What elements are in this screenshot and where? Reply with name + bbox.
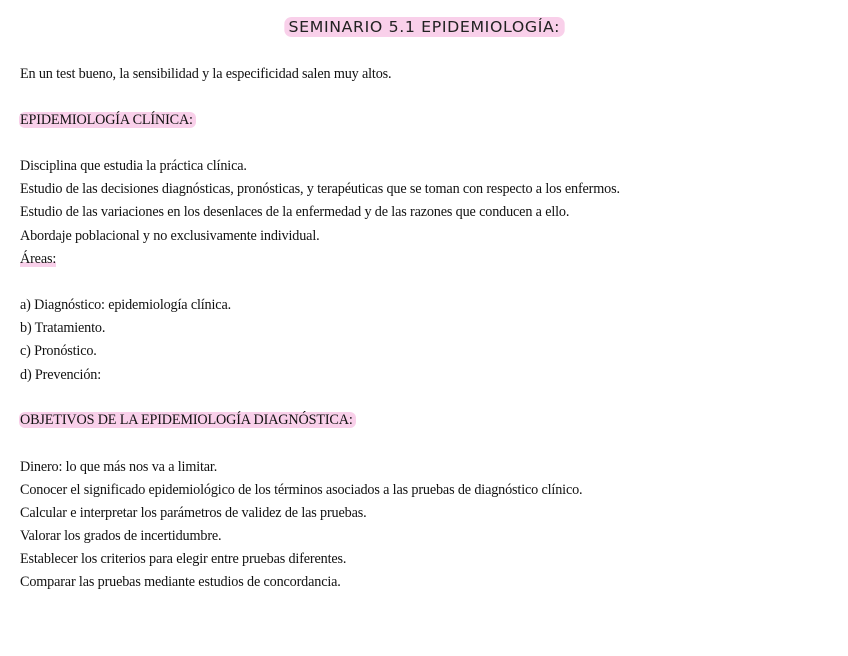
list-item: b) Tratamiento. bbox=[20, 320, 106, 336]
list-item: d) Prevención: bbox=[20, 367, 102, 383]
paragraph-line: Valorar los grados de incertidumbre. bbox=[20, 528, 222, 544]
paragraph-line: Abordaje poblacional y no exclusivamente individual. bbox=[20, 228, 320, 244]
paragraph-line: Estudio de las variaciones en los desenlaces de la enfermedad y de las razones que conducen a ello. bbox=[20, 204, 570, 220]
paragraph-line: Estudio de las decisiones diagnósticas, pronósticas, y terapéuticas que se toman con respecto a los enfermos. bbox=[20, 181, 620, 197]
section-heading-epidemiologia-clinica bbox=[20, 111, 196, 129]
title-container bbox=[0, 17, 848, 37]
section-heading-objetivos bbox=[20, 411, 356, 429]
paragraph-line: Disciplina que estudia la práctica clínica. bbox=[20, 158, 247, 174]
page-title: SEMINARIO 5.1 EPIDEMIOLOGÍA: bbox=[284, 17, 564, 37]
areas-label-text: Áreas: bbox=[20, 251, 57, 267]
section-heading-text: OBJETIVOS DE LA EPIDEMIOLOGÍA DIAGNÓSTICA: bbox=[19, 412, 356, 428]
section-heading-text: EPIDEMIOLOGÍA CLÍNICA: bbox=[19, 112, 196, 128]
paragraph-line: Conocer el significado epidemiológico de los términos asociados a las pruebas de diagnóstico clínico. bbox=[20, 482, 583, 498]
list-item: a) Diagnóstico: epidemiología clínica. bbox=[20, 297, 231, 313]
paragraph-line: Establecer los criterios para elegir entre pruebas diferentes. bbox=[20, 551, 347, 567]
paragraph-line: Calcular e interpretar los parámetros de validez de las pruebas. bbox=[20, 505, 367, 521]
paragraph-line: Comparar las pruebas mediante estudios de concordancia. bbox=[20, 574, 341, 590]
areas-label bbox=[20, 250, 56, 268]
list-item: c) Pronóstico. bbox=[20, 343, 97, 359]
intro-text: En un test bueno, la sensibilidad y la especificidad salen muy altos. bbox=[20, 66, 392, 82]
paragraph-line: Dinero: lo que más nos va a limitar. bbox=[20, 459, 218, 475]
